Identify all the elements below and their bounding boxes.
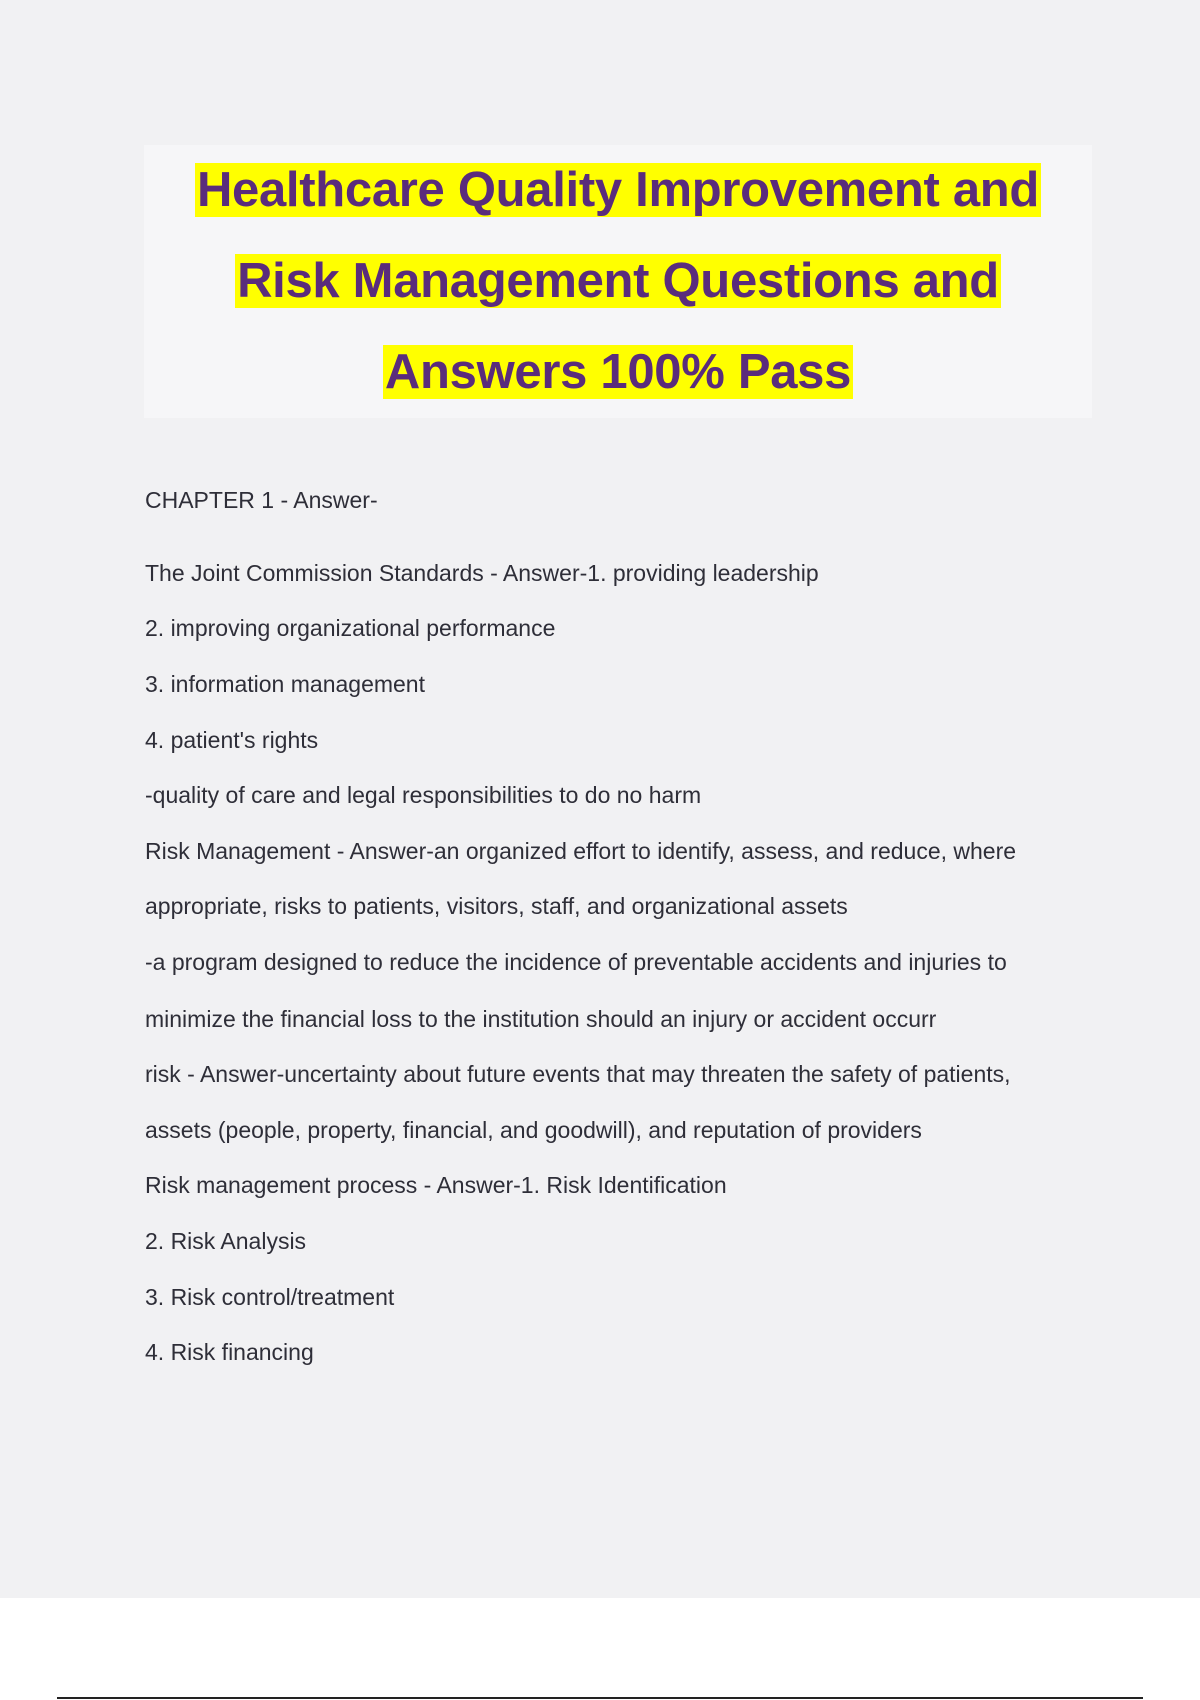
title-text-1: Healthcare Quality Improvement and: [196, 163, 1040, 217]
body-line: appropriate, risks to patients, visitors, staff, and organizational assets: [145, 893, 848, 919]
title-text-2: Risk Management Questions and: [237, 254, 999, 308]
body-line: The Joint Commission Standards - Answer-1. providing leadership: [145, 560, 819, 586]
body-line: assets (people, property, financial, and goodwill), and reputation of providers: [145, 1117, 922, 1143]
body-line: risk - Answer-uncertainty about future events that may threaten the safety of patients,: [145, 1061, 1011, 1087]
body-line: -quality of care and legal responsibilities to do no harm: [145, 782, 702, 808]
document-title: [144, 145, 1092, 418]
body-line: -a program designed to reduce the incidence of preventable accidents and injuries to: [145, 949, 1007, 975]
body-line: 2. improving organizational performance: [145, 615, 556, 641]
chapter-heading: CHAPTER 1 - Answer-: [145, 487, 378, 513]
body-line: 4. patient's rights: [145, 727, 319, 753]
body-line: Risk Management - Answer-an organized effort to identify, assess, and reduce, where: [145, 838, 1017, 864]
title-text-3: Answers 100% Pass: [384, 345, 852, 399]
body-line: Risk management process - Answer-1. Risk Identification: [145, 1172, 727, 1198]
body-line: minimize the financial loss to the institution should an injury or accident occurr: [145, 1006, 937, 1032]
footer-divider: [57, 1697, 1143, 1699]
body-line: 4. Risk financing: [145, 1339, 314, 1365]
title-line-2: [144, 236, 1092, 327]
body-line: 3. Risk control/treatment: [145, 1284, 395, 1310]
body-line: 2. Risk Analysis: [145, 1228, 307, 1254]
body-line: 3. information management: [145, 671, 425, 697]
title-line-3: [144, 327, 1092, 418]
title-line-1: [144, 145, 1092, 236]
